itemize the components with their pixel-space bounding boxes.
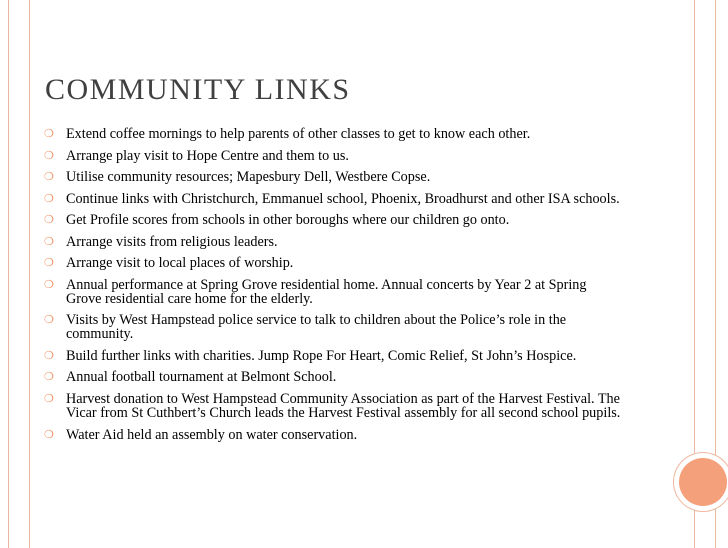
list-item bbox=[44, 313, 624, 341]
bullet-icon: ❍ bbox=[44, 127, 54, 140]
bullet-text: Visits by West Hampstead police service to talk to children about the Police’s role in the community. bbox=[66, 312, 567, 343]
bullet-text: Arrange visit to local places of worship. bbox=[66, 255, 294, 271]
list-item bbox=[44, 370, 624, 384]
left-frame-decoration bbox=[8, 0, 30, 548]
list-item bbox=[44, 256, 624, 270]
bullet-icon: ❍ bbox=[44, 148, 54, 162]
bullet-text: Utilise community resources; Mapesbury Dell, Westbere Copse. bbox=[66, 169, 431, 185]
bullet-text: Extend coffee mornings to help parents of other classes to get to know each other. bbox=[66, 126, 531, 142]
list-item bbox=[44, 213, 624, 227]
list-item bbox=[44, 149, 624, 163]
bullet-icon: ❍ bbox=[44, 213, 54, 226]
orange-circle-decoration bbox=[679, 458, 727, 506]
bullet-text: Harvest donation to West Hampstead Community Association as part of the Harvest Festival. The Vicar from St Cuthbert’s Church leads the Harvest Festival assembly for all second school pupils. bbox=[66, 390, 621, 422]
slide-title: COMMUNITY LINKS bbox=[45, 73, 351, 106]
bullet-icon: ❍ bbox=[44, 277, 54, 291]
bullet-icon: ❍ bbox=[44, 234, 54, 248]
list-item bbox=[44, 127, 624, 141]
bullet-text: Get Profile scores from schools in other boroughs where our children go onto. bbox=[66, 212, 510, 228]
list-item bbox=[44, 235, 624, 249]
list-item bbox=[44, 170, 624, 184]
list-item bbox=[44, 192, 624, 206]
bullet-text: Arrange play visit to Hope Centre and them to us. bbox=[66, 147, 349, 164]
bullet-text: Build further links with charities. Jump Rope For Heart, Comic Relief, St John’s Hospice. bbox=[66, 347, 577, 364]
bullet-icon: ❍ bbox=[44, 191, 54, 205]
bullet-text: Annual performance at Spring Grove residential home. Annual concerts by Year 2 at Spring Grove residential care home for the elderly. bbox=[66, 276, 587, 307]
bullet-icon: ❍ bbox=[44, 256, 54, 269]
bullet-icon: ❍ bbox=[44, 348, 54, 362]
list-item bbox=[44, 392, 624, 420]
bullet-list bbox=[44, 127, 624, 449]
bullet-text: Arrange visits from religious leaders. bbox=[66, 233, 278, 250]
bullet-icon: ❍ bbox=[44, 170, 54, 183]
bullet-icon: ❍ bbox=[44, 427, 54, 441]
list-item bbox=[44, 349, 624, 363]
bullet-icon: ❍ bbox=[44, 370, 54, 384]
bullet-icon: ❍ bbox=[44, 391, 54, 405]
list-item bbox=[44, 278, 624, 306]
bullet-icon: ❍ bbox=[44, 313, 54, 327]
bullet-text: Annual football tournament at Belmont School. bbox=[66, 369, 337, 386]
bullet-text: Water Aid held an assembly on water conservation. bbox=[66, 426, 358, 443]
bullet-text: Continue links with Christchurch, Emmanuel school, Phoenix, Broadhurst and other ISA schools. bbox=[66, 190, 620, 207]
list-item bbox=[44, 428, 624, 442]
